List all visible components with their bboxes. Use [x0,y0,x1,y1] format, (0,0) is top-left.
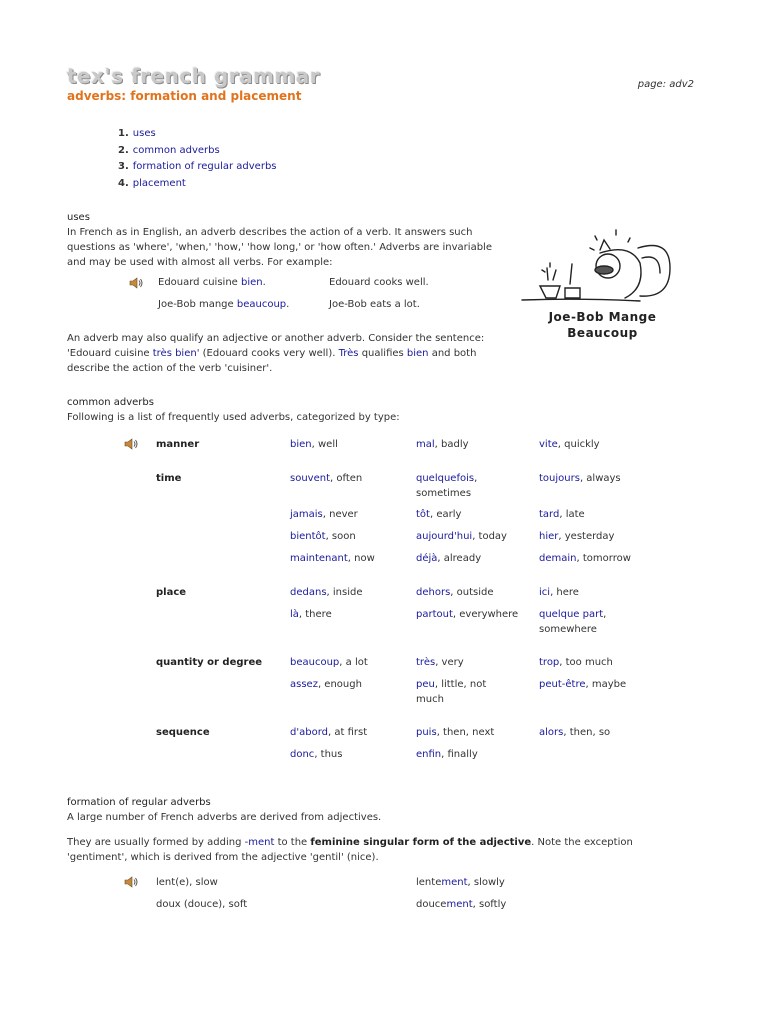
english-translation: , too much [559,657,613,668]
adverb: bien [406,348,429,359]
adverb-cell [290,608,405,623]
adverb-suffix: ment [441,877,468,888]
adverb-cell [290,748,405,763]
example-english: Edouard cooks well. [329,277,429,288]
text-fragment: and both [428,348,477,359]
french-adverb: d'abord [290,727,328,738]
text-line: In French as in English, an adverb describes the action of a verb. It answers such [67,227,473,238]
emphasis: feminine singular form of the adjective [310,837,532,848]
text-fragment: qualifies [358,348,407,359]
text-line: describe the action of the verb 'cuisiner'. [67,363,273,374]
common-adverbs-intro: Following is a list of frequently used adverbs, categorized by type: [67,412,400,423]
adverb-stem: douce [416,899,447,910]
adverb-example [416,876,505,891]
french-adverb: demain [539,553,577,564]
english-translation: , often [330,473,363,484]
toc-item[interactable] [118,160,277,177]
cartoon-illustration [520,218,685,348]
french-adverb: déjà [416,553,438,564]
cartoon-caption-line-1: Joe-Bob Mange [548,310,657,324]
section-heading-common-adverbs: common adverbs [67,397,154,408]
english-translation: , early [429,509,462,520]
toc-link-common-adverbs[interactable]: common adverbs [132,144,220,156]
adverb-cell [416,552,531,567]
suffix: -ment [244,837,275,848]
toc-item[interactable] [118,127,277,144]
toc-item[interactable] [118,144,277,161]
uses-paragraph-2 [67,331,517,376]
english-translation: , always [579,473,621,484]
english-translation: , inside [326,587,363,598]
french-adverb: beaucoup [290,657,340,668]
text-fragment: 'Edouard cuisine [67,348,153,359]
toc-number: 4. [118,177,129,189]
english-translation: , maybe [585,679,627,690]
english-translation: , late [559,509,585,520]
french-adverb: trop [539,657,560,668]
french-adverb: mal [416,439,435,450]
french-adverb: aujourd'hui [416,531,473,542]
adverb-cell [416,438,531,453]
adverb-cell [290,726,405,741]
french-adverb: dedans [290,587,327,598]
example-english: Joe-Bob eats a lot. [329,299,420,310]
french-adverb: maintenant [290,553,348,564]
english-translation-continued: much [416,693,444,705]
toc-link-placement[interactable]: placement [132,177,186,189]
example-french [158,276,266,291]
french-adverb: enfin [416,749,442,760]
adverb-cell [539,552,654,567]
adverb: Très [338,348,359,359]
english-translation: , never [322,509,358,520]
adverb-cell [539,530,654,545]
english-translation: , at first [327,727,368,738]
text-line: 'gentiment', which is derived from the adjective 'gentil' (nice). [67,852,379,863]
english-translation-continued: sometimes [416,487,472,499]
adverb-cell [539,508,654,523]
french-adverb: toujours [539,473,580,484]
toc-number: 1. [118,128,129,139]
adverb: très bien [152,348,197,359]
adverb-cell [539,656,654,671]
text-fragment: to the [274,837,311,848]
category-label: sequence [156,727,210,738]
text-line: An adverb may also qualify an adjective or another adverb. Consider the sentence: [67,333,485,344]
adverb: beaucoup [236,299,287,310]
adverb-cell [416,530,531,545]
english-translation: , well [311,439,338,450]
text-fragment: . Note the exception [531,837,633,848]
adverb-cell [416,586,531,601]
adverb-stem: lente [416,877,442,888]
example-text: Edouard cuisine [158,277,241,288]
adverb-cell [539,678,654,693]
french-adverb: tard [539,509,560,520]
adverb-cell [290,656,405,671]
example-french [158,298,289,313]
toc-link-uses[interactable]: uses [132,128,156,139]
english-translation: , a lot [339,657,368,668]
section-heading-uses: uses [67,212,90,223]
english-translation: , little, not [434,679,487,690]
adverb-cell [416,608,531,623]
category-label: quantity or degree [156,657,263,668]
english-translation: , [603,609,607,620]
toc-number: 3. [118,161,129,172]
english-translation: , already [437,553,482,564]
text-fragment: They are usually formed by adding [67,837,245,848]
page-reference: page: adv2 [637,79,694,90]
text-line [67,346,517,361]
french-adverb: donc [290,749,315,760]
text-line: questions as 'where', 'when,' 'how,' 'how long,' or 'how often.' Adverbs are invariable [67,242,492,253]
adverb-suffix: ment [446,899,473,910]
adverb-cell [290,472,405,487]
speaker-icon[interactable] [124,438,138,450]
adverb-cell [290,586,405,601]
speaker-icon[interactable] [124,876,138,888]
english-translation: , there [298,609,332,620]
english-translation: , enough [317,679,362,690]
text-line: and may be used with almost all verbs. For example: [67,257,333,268]
uses-intro [67,225,517,270]
adverb-cell [290,438,405,453]
adverb-cell [416,472,531,501]
english-translation: , then, so [563,727,611,738]
english-translation: , now [347,553,375,564]
french-adverb: bien [290,439,312,450]
english-translation: , [474,473,478,484]
french-adverb: bientôt [290,531,326,542]
adverb-cell [539,438,654,453]
category-label: time [156,473,182,484]
punctuation: . [286,299,290,310]
french-adverb: ici [539,587,551,598]
adverb-cell [539,472,654,487]
adverb-translation: , slowly [467,877,505,888]
text-fragment: ' (Edouard cooks very well). [196,348,339,359]
french-adverb: hier [539,531,559,542]
adverb: bien [240,277,263,288]
adverb-example [416,898,506,913]
english-translation: , everywhere [452,609,519,620]
french-adverb: dehors [416,587,451,598]
table-of-contents [118,127,277,193]
english-translation-continued: somewhere [539,623,597,635]
adverb-cell [416,656,531,671]
toc-number: 2. [118,144,129,156]
text-line [67,835,707,850]
adverb-cell [290,530,405,545]
cartoon-caption-line-2: Beaucoup [567,326,638,340]
adverb-cell [416,508,531,523]
adverb-cell [539,726,654,741]
french-adverb: tôt [416,509,430,520]
adverb-cell [290,508,405,523]
english-translation: , then, next [436,727,495,738]
english-translation: , badly [434,439,469,450]
category-label: place [156,587,187,598]
english-translation: , tomorrow [576,553,631,564]
adverb-cell [539,608,654,637]
adjective-example: doux (douce), soft [156,899,248,910]
french-adverb: alors [539,727,564,738]
english-translation: , thus [314,749,343,760]
english-translation: , yesterday [558,531,615,542]
english-translation: , very [435,657,464,668]
adverb-cell [290,678,405,693]
formation-paragraph [67,835,707,865]
adverb-cell [539,586,654,601]
french-adverb: souvent [290,473,330,484]
french-adverb: peut-être [539,679,586,690]
toc-link-formation[interactable]: formation of regular adverbs [132,161,277,172]
french-adverb: assez [290,679,318,690]
french-adverb: quelquefois [416,473,475,484]
french-adverb: là [290,609,299,620]
formation-line-1: A large number of French adverbs are derived from adjectives. [67,812,382,823]
adverb-cell [416,726,531,741]
english-translation: , outside [450,587,494,598]
page-subtitle: adverbs: formation and placement [67,89,302,103]
french-adverb: partout [416,609,453,620]
french-adverb: jamais [290,509,323,520]
french-adverb: peu [416,679,435,690]
english-translation: , finally [441,749,478,760]
adverb-cell [290,552,405,567]
adverb-cell [416,678,531,707]
english-translation: , today [472,531,507,542]
adjective-example: lent(e), slow [156,877,218,888]
punctuation: . [262,277,266,288]
site-title: tex's french grammar [67,64,321,88]
speaker-icon[interactable] [129,277,143,289]
french-adverb: puis [416,727,437,738]
adverb-cell [416,748,531,763]
french-adverb: très [416,657,436,668]
section-heading-formation: formation of regular adverbs [67,797,211,808]
category-label: manner [156,439,200,450]
french-adverb: vite [539,439,558,450]
example-text: Joe-Bob mange [158,299,237,310]
english-translation: , quickly [557,439,600,450]
french-adverb: quelque part [539,609,604,620]
toc-item[interactable] [118,177,277,194]
adverb-translation: , softly [472,899,507,910]
english-translation: , soon [325,531,356,542]
english-translation: , here [550,587,579,598]
